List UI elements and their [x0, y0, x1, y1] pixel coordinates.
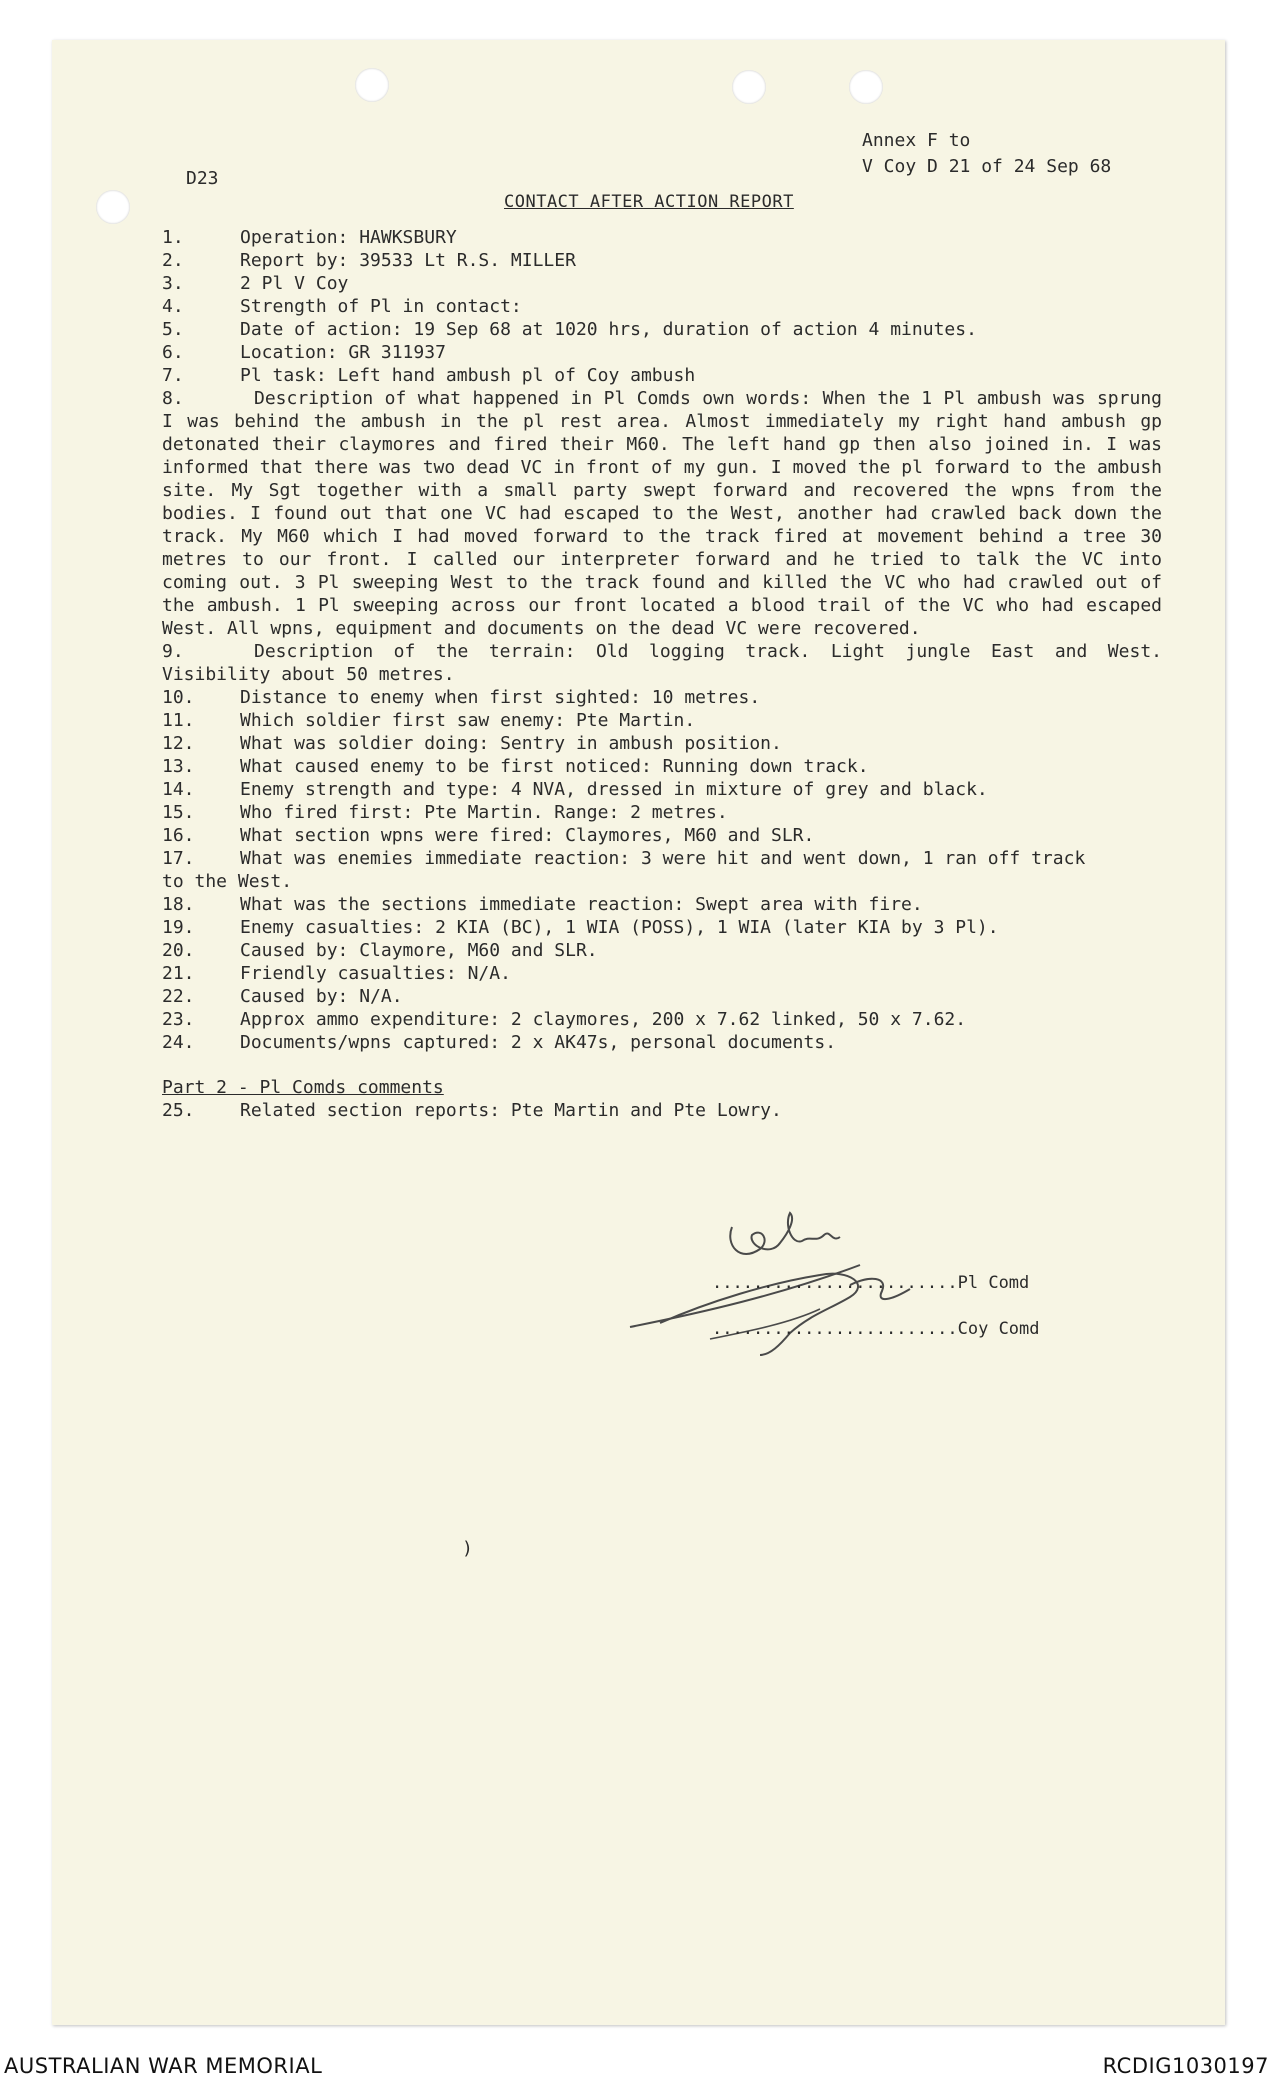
item-text: What section wpns were fired: Claymores, M60 and SLR. [240, 825, 815, 846]
annex-line-1: Annex F to [862, 130, 971, 151]
stray-mark: ) [462, 1538, 473, 1559]
punch-hole [732, 70, 766, 104]
document-reference: D23 [186, 168, 219, 189]
item-number: 6. [162, 342, 184, 363]
item-text: What was enemies immediate reaction: 3 were hit and went down, 1 ran off track [240, 848, 1086, 869]
annex-reference [862, 128, 1111, 180]
item-number: 12. [162, 733, 195, 754]
item-number: 18. [162, 894, 195, 915]
report-item-9 [162, 640, 1173, 686]
report-item [162, 893, 1162, 916]
item-text: What caused enemy to be first noticed: Running down track. [240, 756, 869, 777]
item-number: 4. [162, 296, 184, 317]
item-number: 13. [162, 756, 195, 777]
report-item [162, 341, 1162, 364]
item-number: 7. [162, 365, 184, 386]
part-2-heading: Part 2 - Pl Comds comments [162, 1077, 444, 1098]
item-text: Documents/wpns captured: 2 x AK47s, personal documents. [240, 1032, 837, 1053]
item-text: Operation: HAWKSBURY [240, 227, 457, 248]
report-item [162, 985, 1162, 1008]
punch-hole [96, 190, 130, 224]
report-item [162, 801, 1162, 824]
report-item [162, 755, 1162, 778]
item-text: Enemy strength and type: 4 NVA, dressed in mixture of grey and black. [240, 779, 988, 800]
report-item [162, 916, 1162, 939]
item-number: 3. [162, 273, 184, 294]
item-number: 10. [162, 687, 195, 708]
item-number: 8. [162, 388, 184, 409]
item-text: What was soldier doing: Sentry in ambush position. [240, 733, 782, 754]
company-commander-signature-line: ........................Coy Comd [712, 1319, 1040, 1339]
item-text: Approx ammo expenditure: 2 claymores, 200 x 7.62 linked, 50 x 7.62. [240, 1009, 967, 1030]
item-text: Date of action: 19 Sep 68 at 1020 hrs, duration of action 4 minutes. [240, 319, 977, 340]
item-number: 14. [162, 779, 195, 800]
item-text-continued: to the West. [162, 871, 293, 892]
archive-footer-left: AUSTRALIAN WAR MEMORIAL [4, 2054, 323, 2078]
item-text: Distance to enemy when first sighted: 10 metres. [240, 687, 761, 708]
report-item [162, 686, 1162, 709]
report-item [162, 318, 1162, 341]
item-text: Friendly casualties: N/A. [240, 963, 511, 984]
report-item [162, 1031, 1162, 1054]
item-text: Pl task: Left hand ambush pl of Coy ambush [240, 365, 696, 386]
item-text: Report by: 39533 Lt R.S. MILLER [240, 250, 576, 271]
report-item [162, 824, 1162, 847]
report-item [162, 709, 1162, 732]
item-number: 11. [162, 710, 195, 731]
platoon-commander-signature-line: ........................Pl Comd [712, 1273, 1030, 1293]
report-item-8 [162, 387, 1173, 640]
item-number: 24. [162, 1032, 195, 1053]
item-text: Caused by: Claymore, M60 and SLR. [240, 940, 598, 961]
item-text: Enemy casualties: 2 KIA (BC), 1 WIA (POSS), 1 WIA (later KIA by 3 Pl). [240, 917, 999, 938]
report-item [162, 732, 1162, 755]
report-body [162, 226, 1173, 1122]
report-item-17 [162, 847, 1162, 870]
item-text: What was the sections immediate reaction: Swept area with fire. [240, 894, 923, 915]
report-item [162, 962, 1162, 985]
item-number: 22. [162, 986, 195, 1007]
item-number: 23. [162, 1009, 195, 1030]
report-item-17-continued [162, 870, 1162, 893]
item-text: Related section reports: Pte Martin and Pte Lowry. [240, 1100, 782, 1121]
item-text: Description of the terrain: Old logging track. Light jungle East and West. Visibility about 50 metres. [162, 641, 1173, 685]
item-number: 1. [162, 227, 184, 248]
item-number: 20. [162, 940, 195, 961]
item-number: 17. [162, 848, 195, 869]
item-number: 19. [162, 917, 195, 938]
punch-hole [849, 70, 883, 104]
item-text: Description of what happened in Pl Comds own words: When the 1 Pl ambush was sprung I was behind the ambush in the pl rest area. Almost immediately my right hand ambush gp detonated their claymores and fired their M60. The left hand gp then also joined in. I was informed that there was two dead VC in front of my gun. I moved the pl forward to the ambush site. My Sgt together with a small party swept forward and recovered the wpns from the bodies. I found out that one VC had escaped to the West, another had crawled back down the track. My M60 which I had moved forward to the track fired at movement behind a tree 30 metres to our front. I called our interpreter forward and he tried to talk the VC into coming out. 3 Pl sweeping West to the track found and killed the VC who had crawled out of the ambush. 1 Pl sweeping across our front located a blood trail of the VC who had escaped West. All wpns, equipment and documents on the dead VC were recovered. [162, 388, 1173, 639]
report-item [162, 778, 1162, 801]
archive-footer-right: RCDIG1030197 [1102, 2054, 1269, 2078]
item-number: 2. [162, 250, 184, 271]
item-number: 25. [162, 1100, 195, 1121]
report-item [162, 364, 1162, 387]
item-number: 5. [162, 319, 184, 340]
item-text: Location: GR 311937 [240, 342, 446, 363]
report-item [162, 1008, 1162, 1031]
item-number: 21. [162, 963, 195, 984]
item-text: Which soldier first saw enemy: Pte Martin. [240, 710, 696, 731]
item-text: 2 Pl V Coy [240, 273, 349, 294]
annex-line-2: V Coy D 21 of 24 Sep 68 [862, 156, 1112, 177]
item-number: 16. [162, 825, 195, 846]
report-item [162, 226, 1162, 249]
report-title: CONTACT AFTER ACTION REPORT [504, 192, 794, 212]
report-item [162, 249, 1162, 272]
item-text: Caused by: N/A. [240, 986, 403, 1007]
item-text: Who fired first: Pte Martin. Range: 2 metres. [240, 802, 728, 823]
item-number: 15. [162, 802, 195, 823]
report-item [162, 272, 1162, 295]
item-text: Strength of Pl in contact: [240, 296, 522, 317]
report-item-25 [162, 1099, 1162, 1122]
report-item [162, 295, 1162, 318]
report-item [162, 939, 1162, 962]
punch-hole [355, 68, 389, 102]
item-number: 9. [162, 641, 184, 662]
